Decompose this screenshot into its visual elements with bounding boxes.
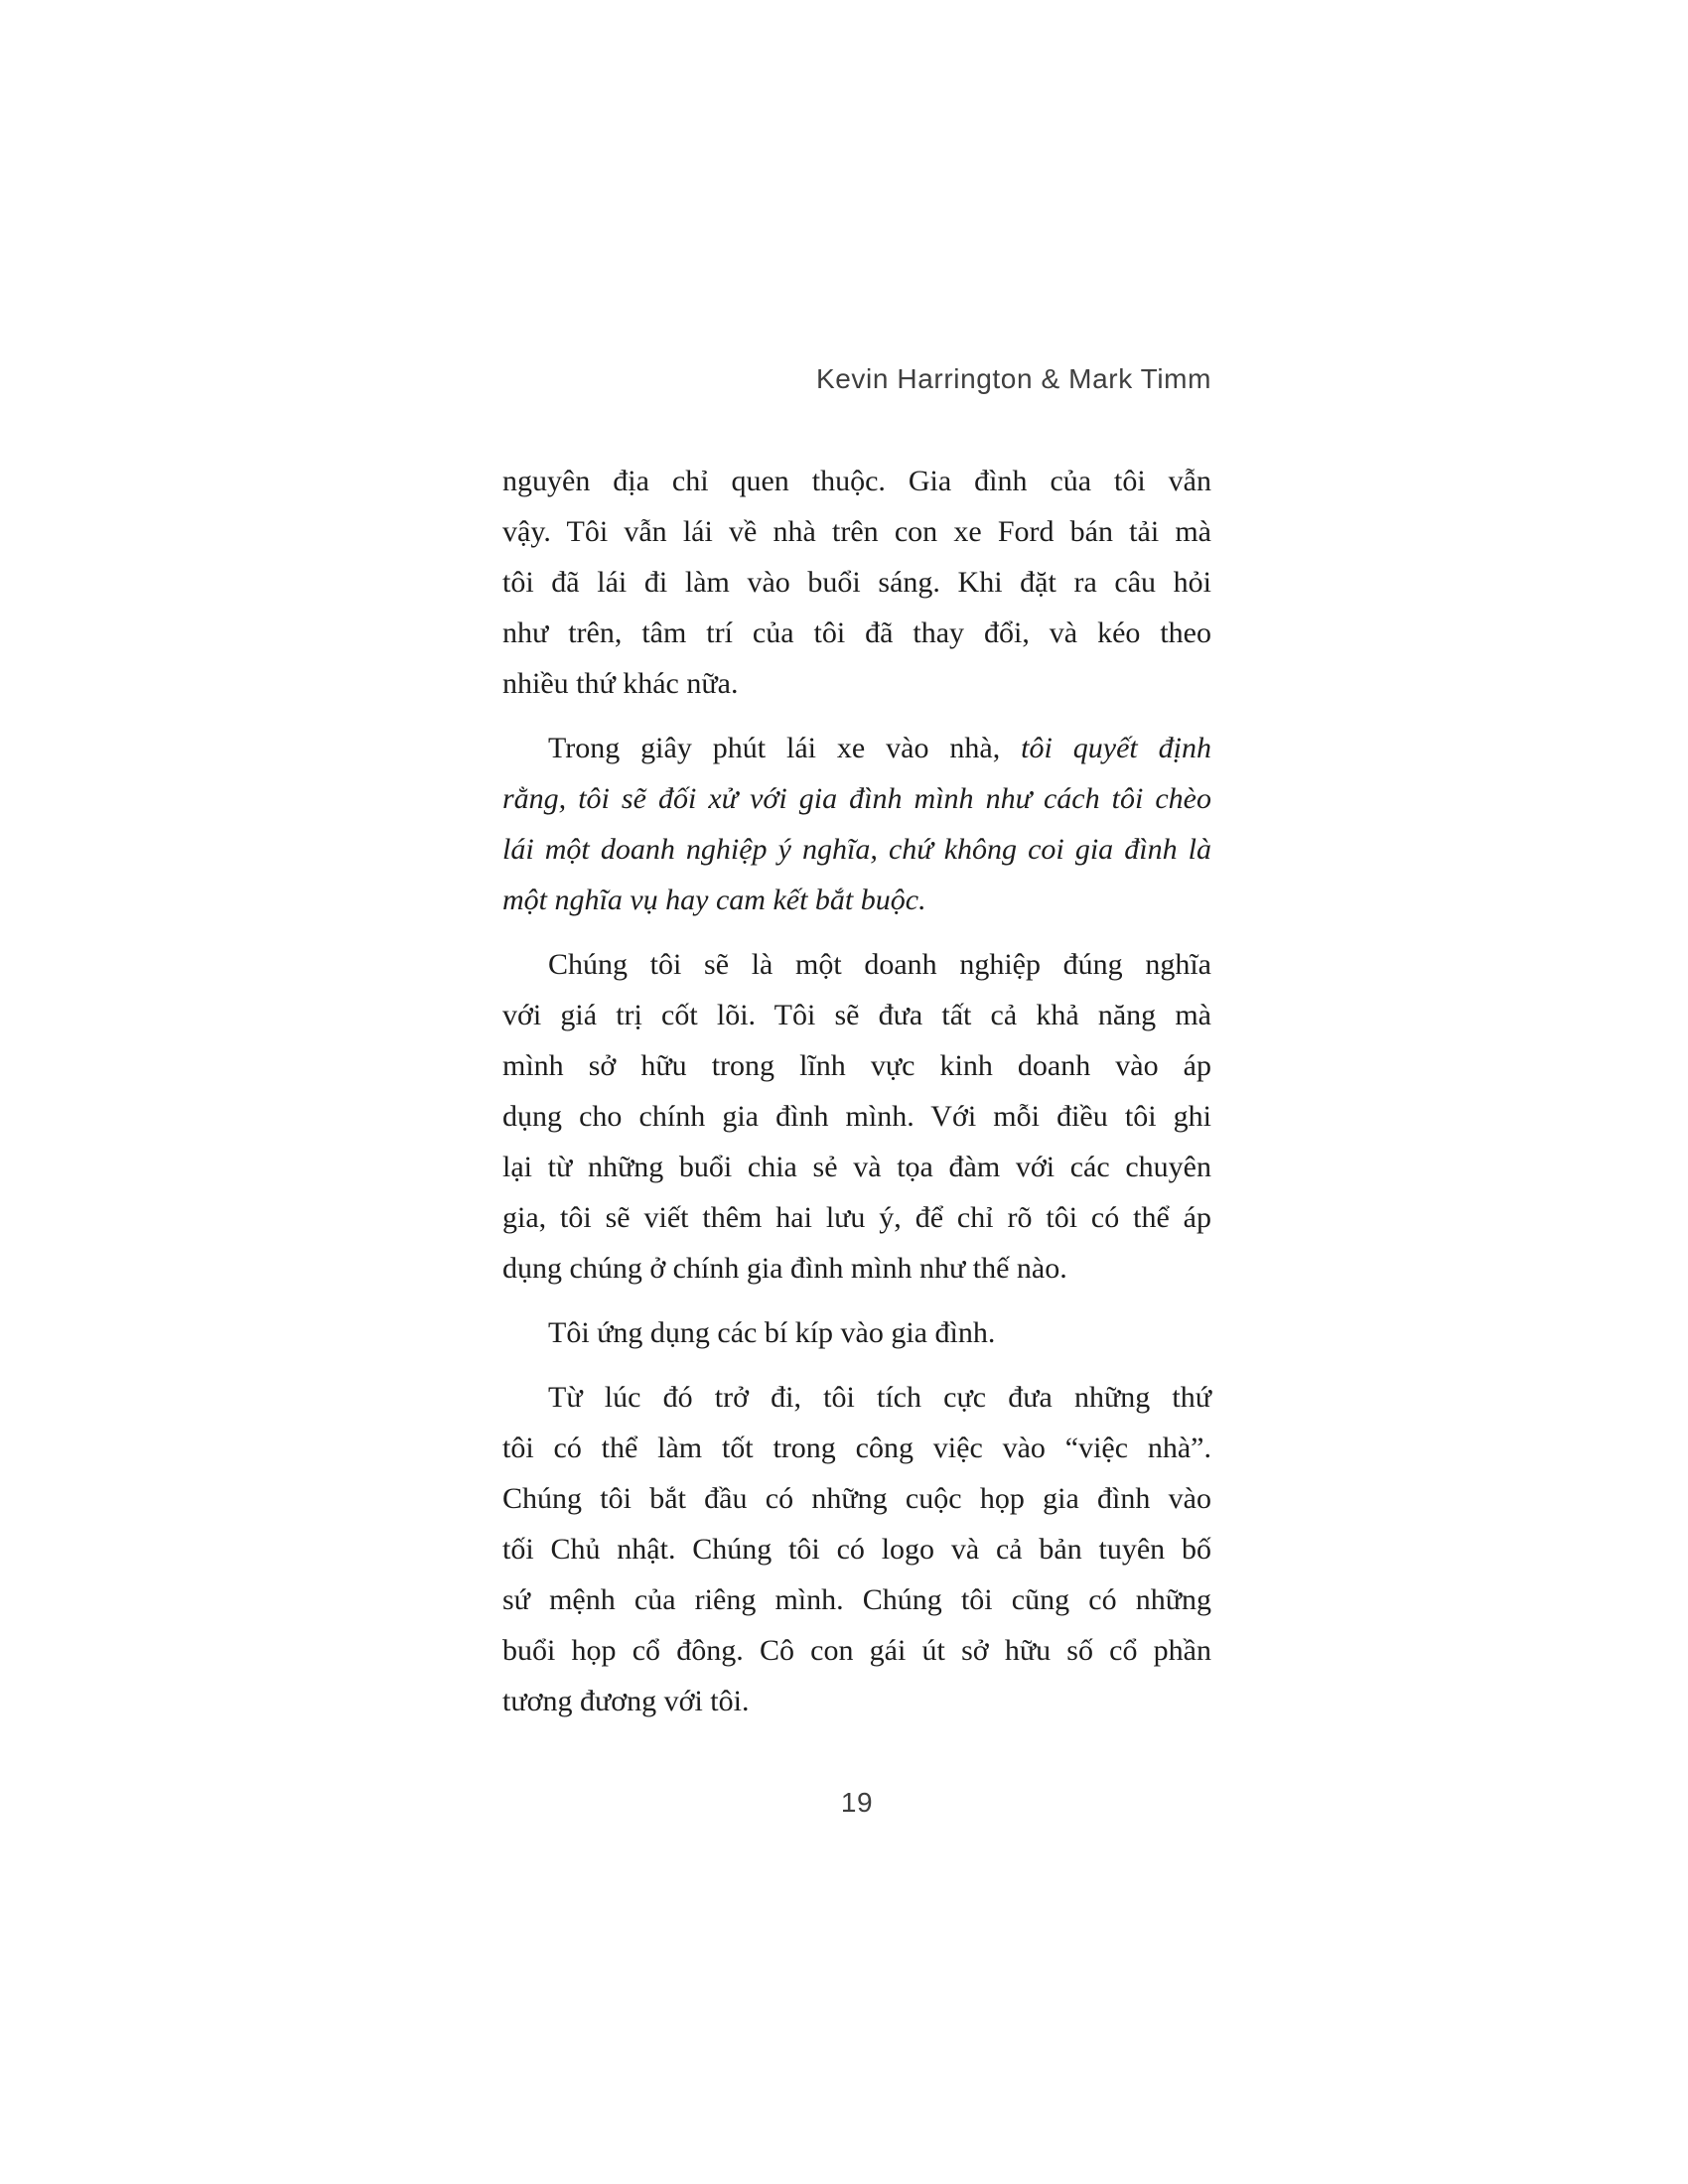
text-segment: tôi có thể làm tốt trong công việc vào “việc nhà”.: [502, 1432, 1211, 1464]
running-header-author-line: Kevin Harrington & Mark Timm: [815, 363, 1211, 394]
text-segment: mình sở hữu trong lĩnh vực kinh doanh vào áp: [502, 1049, 1211, 1082]
text-segment: với giá trị cốt lõi. Tôi sẽ đưa tất cả khả năng mà: [502, 999, 1211, 1031]
text-line: [502, 1372, 1211, 1423]
text-segment: dụng chúng ở chính gia đình mình như thế nào.: [502, 1252, 1067, 1285]
text-line: [502, 1040, 1211, 1091]
text-line: [502, 1142, 1211, 1192]
text-segment: nguyên địa chỉ quen thuộc. Gia đình của tôi vẫn: [502, 465, 1211, 497]
text-line: [502, 456, 1211, 506]
italic-text-segment: lái một doanh nghiệp ý nghĩa, chứ không coi gia đình là: [502, 833, 1211, 866]
text-segment: dụng cho chính gia đình mình. Với mỗi điều tôi ghi: [502, 1100, 1211, 1133]
paragraph: [502, 1307, 1211, 1358]
text-line: [502, 1625, 1211, 1676]
text-segment: Trong giây phút lái xe vào nhà,: [548, 732, 1022, 764]
text-segment: tôi đã lái đi làm vào buổi sáng. Khi đặt ra câu hỏi: [502, 566, 1211, 599]
text-segment: tương đương với tôi.: [502, 1685, 750, 1717]
text-segment: buổi họp cổ đông. Cô con gái út sở hữu số cổ phần: [502, 1634, 1211, 1667]
text-line: [502, 723, 1211, 773]
text-line: [502, 1307, 1211, 1358]
text-line: [502, 1676, 1211, 1726]
text-line: [502, 990, 1211, 1040]
text-line: [502, 1091, 1211, 1142]
text-segment: vậy. Tôi vẫn lái về nhà trên con xe Ford bán tải mà: [502, 515, 1211, 548]
body-text: [502, 456, 1211, 1726]
text-line: [502, 1524, 1211, 1574]
text-line: [502, 939, 1211, 990]
text-segment: sứ mệnh của riêng mình. Chúng tôi cũng có những: [502, 1583, 1211, 1616]
paragraph: [502, 723, 1211, 925]
text-line: [502, 608, 1211, 658]
text-line: [502, 1423, 1211, 1473]
text-segment: Chúng tôi bắt đầu có những cuộc họp gia đình vào: [502, 1482, 1211, 1515]
italic-text-segment: tôi quyết định: [1021, 732, 1211, 764]
text-line: [502, 1192, 1211, 1243]
text-segment: Từ lúc đó trở đi, tôi tích cực đưa những thứ: [548, 1381, 1211, 1414]
text-segment: tối Chủ nhật. Chúng tôi có logo và cả bản tuyên bố: [502, 1533, 1211, 1566]
text-segment: gia, tôi sẽ viết thêm hai lưu ý, để chỉ rõ tôi có thể áp: [502, 1201, 1211, 1234]
paragraph: [502, 456, 1211, 709]
text-line: [502, 506, 1211, 557]
italic-text-segment: rằng, tôi sẽ đối xử với gia đình mình như cách tôi chèo: [502, 782, 1211, 815]
text-segment: nhiều thứ khác nữa.: [502, 667, 739, 700]
paragraph: [502, 1372, 1211, 1726]
text-line: [502, 824, 1211, 875]
text-line: [502, 1574, 1211, 1625]
text-line: [502, 773, 1211, 824]
text-segment: Tôi ứng dụng các bí kíp vào gia đình.: [548, 1316, 996, 1349]
text-line: [502, 875, 1211, 925]
text-line: [502, 658, 1211, 709]
text-segment: như trên, tâm trí của tôi đã thay đổi, và kéo theo: [502, 616, 1211, 649]
text-segment: Chúng tôi sẽ là một doanh nghiệp đúng nghĩa: [548, 948, 1211, 981]
text-line: [502, 557, 1211, 608]
text-segment: lại từ những buổi chia sẻ và tọa đàm với các chuyên: [502, 1151, 1211, 1183]
paragraph: [502, 939, 1211, 1294]
text-line: [502, 1243, 1211, 1294]
text-line: [502, 1473, 1211, 1524]
italic-text-segment: một nghĩa vụ hay cam kết bắt buộc.: [502, 884, 926, 916]
page-number: 19: [840, 1787, 874, 1818]
